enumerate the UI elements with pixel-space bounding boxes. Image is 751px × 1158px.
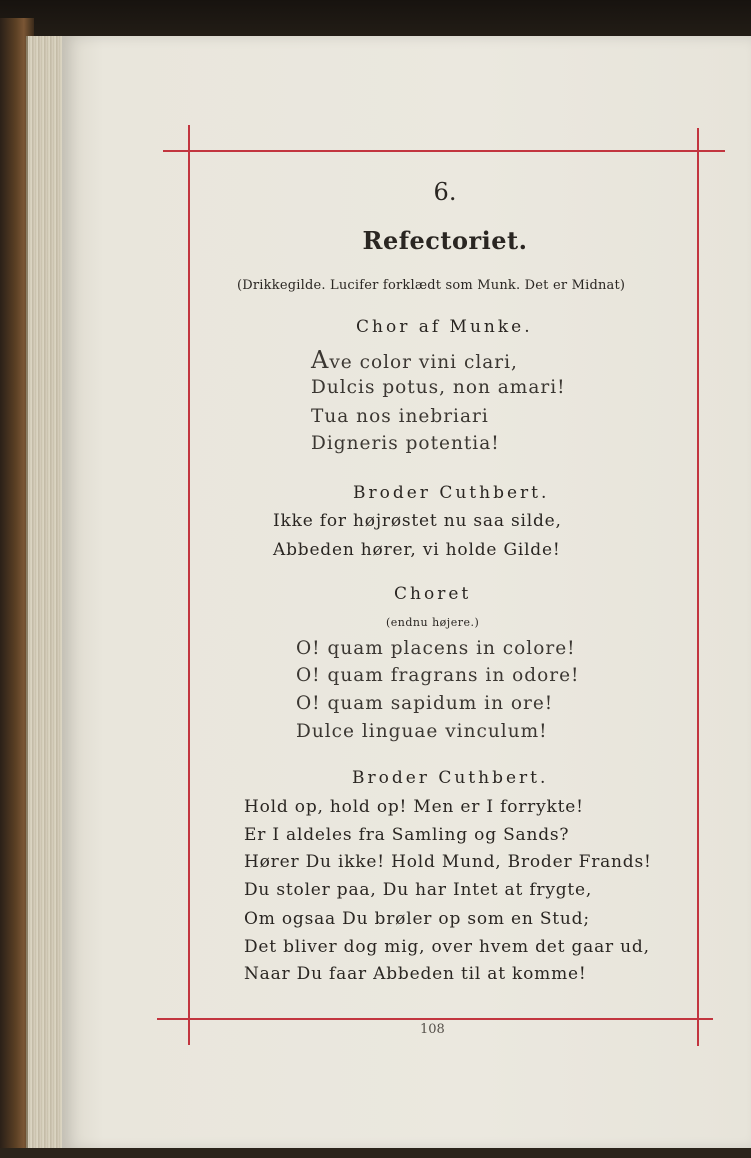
verse-line: O! quam fragrans in odore!: [296, 665, 580, 686]
verse-line: O! quam placens in colore!: [296, 638, 576, 659]
page-number: 108: [420, 1022, 445, 1037]
verse-line: Ikke for højrøstet nu saa silde,: [273, 511, 562, 531]
verse-line: [311, 346, 518, 374]
chapter-number: 6.: [433, 178, 457, 206]
chapter-title: Refectoriet.: [362, 226, 528, 255]
verse-line: Dulce linguae vinculum!: [296, 721, 548, 742]
verse-line: Digneris potentia!: [311, 433, 500, 454]
frame-bottom-rule: [157, 1018, 713, 1020]
verse-line: O! quam sapidum in ore!: [296, 693, 554, 714]
speaker-chorus: Choret: [394, 584, 472, 604]
speaker-chorus: Chor af Munke.: [356, 317, 533, 337]
verse-line: Det bliver dog mig, over hvem det gaar ud,: [244, 937, 650, 957]
speaker-cuthbert: Broder Cuthbert.: [353, 483, 550, 503]
verse-line-text: ve color vini clari,: [329, 352, 518, 373]
verse-line: Tua nos inebriari: [311, 406, 489, 427]
verse-line: Dulcis potus, non amari!: [311, 377, 566, 398]
frame-right-rule: [697, 128, 699, 1046]
verse-line: Hold op, hold op! Men er I forrykte!: [244, 797, 584, 817]
verse-line: Naar Du faar Abbeden til at komme!: [244, 964, 587, 984]
verse-line: Du stoler paa, Du har Intet at frygte,: [244, 880, 593, 900]
initial-letter: A: [311, 346, 330, 374]
stage-note: (endnu højere.): [386, 616, 480, 629]
verse-line: Hører Du ikke! Hold Mund, Broder Frands!: [244, 852, 652, 872]
book-background-bottom: [0, 1148, 751, 1158]
stage-direction: (Drikkegilde. Lucifer forklædt som Munk. Det er Midnat): [237, 278, 626, 293]
verse-line: Er I aldeles fra Samling og Sands?: [244, 825, 570, 845]
frame-top-rule: [163, 150, 725, 152]
speaker-cuthbert: Broder Cuthbert.: [352, 768, 549, 788]
verse-line: Abbeden hører, vi holde Gilde!: [273, 540, 561, 560]
verse-line: Om ogsaa Du brøler op som en Stud;: [244, 909, 590, 929]
book-background-top: [0, 0, 751, 38]
frame-left-rule: [188, 125, 190, 1045]
